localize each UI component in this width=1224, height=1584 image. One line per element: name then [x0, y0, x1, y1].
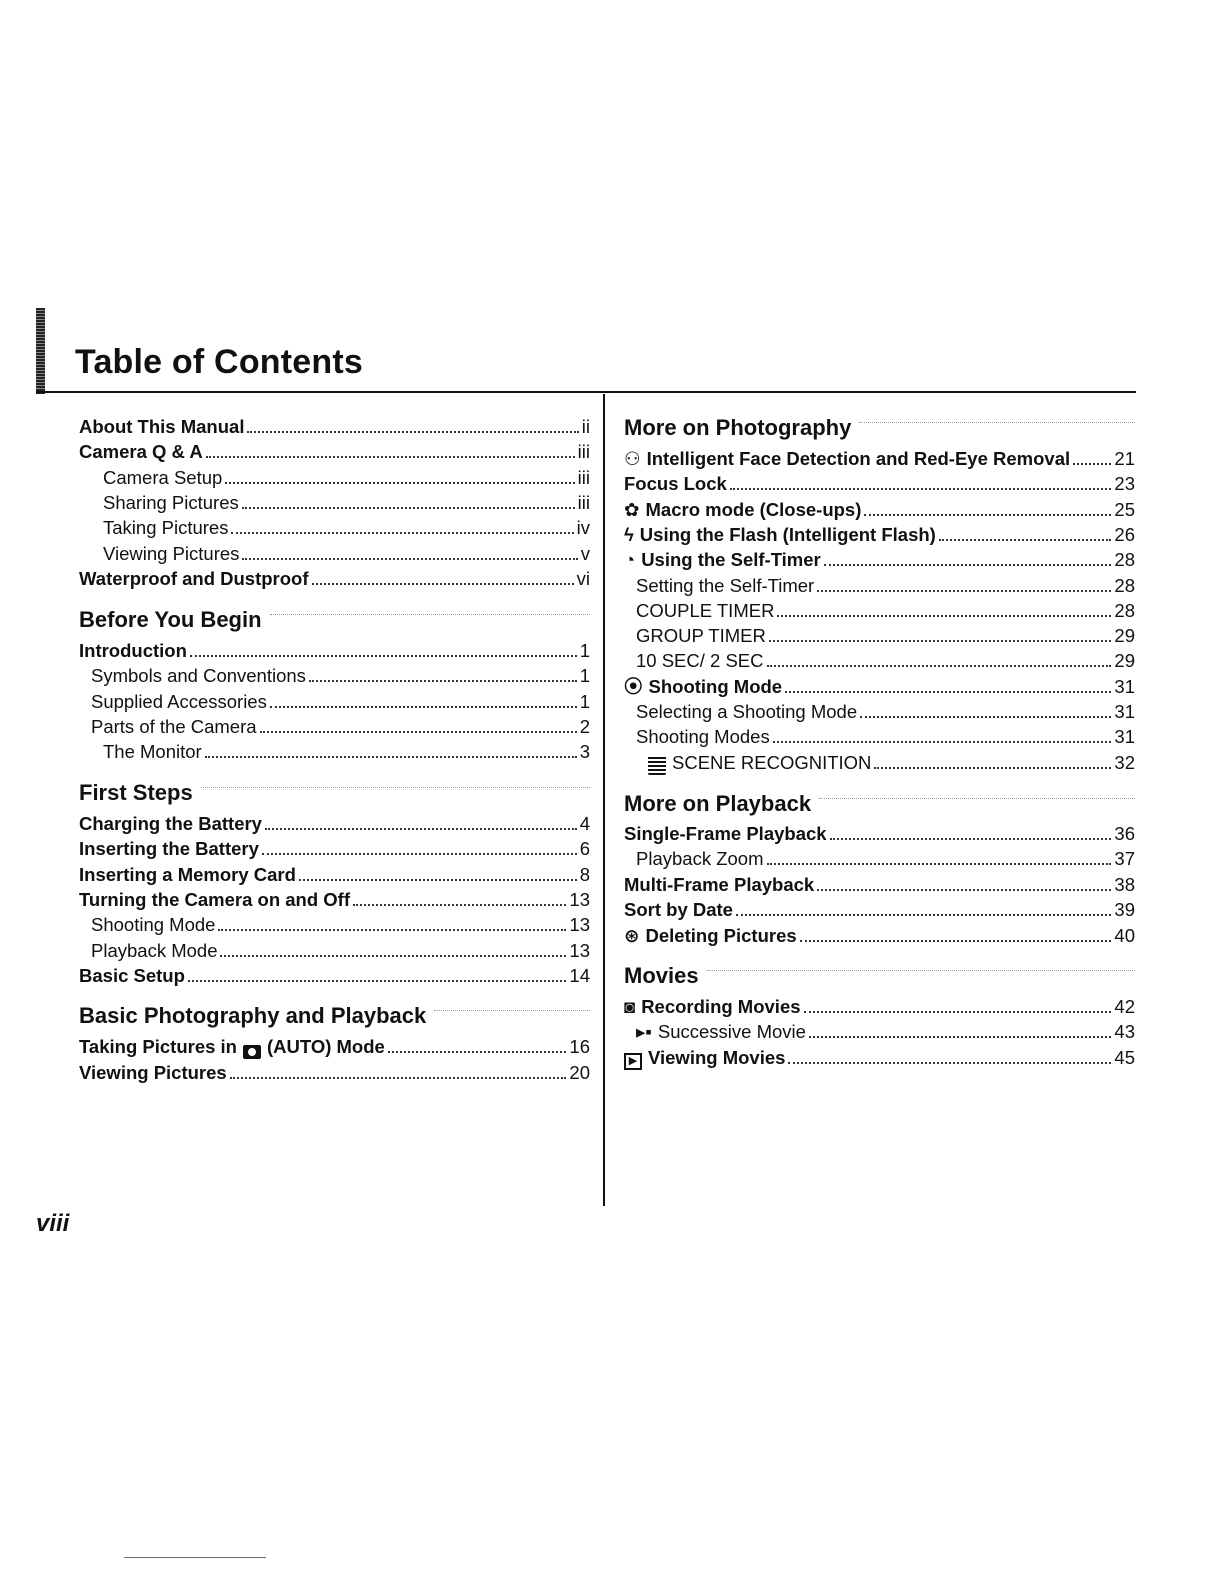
section-heading: Movies — [624, 963, 699, 988]
page-title: Table of Contents — [75, 343, 363, 381]
dot-leader — [218, 929, 566, 931]
self-timer-icon: ◔ — [624, 549, 636, 570]
successive-movie-icon: ▸▪ — [636, 1021, 652, 1042]
page-number: 31 — [1114, 726, 1135, 747]
camera-icon — [243, 1045, 261, 1059]
toc-entry-scene-recognition[interactable] — [624, 750, 1135, 775]
toc-entry-inserting-memory-card[interactable] — [79, 862, 590, 887]
page-number: 20 — [569, 1062, 590, 1083]
toc-entry-inserting-battery[interactable] — [79, 836, 590, 861]
toc-entry-camera-setup[interactable] — [79, 465, 590, 490]
entry-label: Playback Mode — [91, 940, 218, 961]
page-number: 1 — [579, 640, 590, 661]
title-accent-bar — [36, 308, 45, 394]
entry-label: Inserting a Memory Card — [79, 864, 296, 885]
dot-leader — [777, 615, 1111, 617]
page-number: 40 — [1114, 925, 1135, 946]
page-number: 25 — [1114, 499, 1135, 520]
flash-icon: ϟ — [624, 524, 634, 545]
dot-leader — [773, 741, 1112, 743]
dot-leader — [1073, 463, 1111, 465]
face-detection-icon: ⚇ — [624, 448, 641, 469]
dot-leader — [231, 532, 573, 534]
dot-leader — [817, 889, 1111, 891]
toc-entry-using-flash[interactable] — [624, 522, 1135, 547]
page-number: 42 — [1114, 996, 1135, 1017]
entry-label: Symbols and Conventions — [91, 665, 306, 686]
section-heading: First Steps — [79, 780, 193, 805]
entry-label: Successive Movie — [657, 1021, 806, 1042]
toc-entry-sharing-pictures[interactable] — [79, 490, 590, 515]
dot-leader — [800, 940, 1112, 942]
entry-label: Single-Frame Playback — [624, 823, 827, 844]
entry-label: Playback Zoom — [636, 848, 764, 869]
toc-entry-waterproof[interactable] — [79, 566, 590, 591]
page-number: 28 — [1114, 549, 1135, 570]
heading-dots — [859, 422, 1135, 423]
entry-label: Deleting Pictures — [645, 925, 797, 946]
entry-label: Macro mode (Close-ups) — [645, 499, 862, 520]
section-basic-photography — [79, 1000, 590, 1032]
page-number: vi — [576, 568, 590, 589]
page-number: ii — [581, 416, 590, 437]
toc-entry-about-this-manual[interactable] — [79, 414, 590, 439]
dot-leader — [242, 507, 575, 509]
dot-leader — [830, 838, 1112, 840]
dot-leader — [299, 879, 577, 881]
page-number: 28 — [1114, 600, 1135, 621]
page-number: 1 — [579, 665, 590, 686]
toc-entry-playback-zoom[interactable] — [624, 846, 1135, 871]
entry-label: Camera Q & A — [79, 441, 203, 462]
page-number: 26 — [1114, 524, 1135, 545]
entry-label-suffix: (AUTO) Mode — [266, 1036, 385, 1057]
section-heading: More on Photography — [624, 415, 852, 440]
page-folio: viii — [36, 1210, 70, 1237]
entry-label: GROUP TIMER — [636, 625, 766, 646]
entry-label: Viewing Pictures — [103, 543, 240, 564]
entry-label: COUPLE TIMER — [636, 600, 775, 621]
entry-label: Inserting the Battery — [79, 838, 259, 859]
dot-leader — [730, 488, 1112, 490]
toc-entry-single-frame-playback[interactable] — [624, 821, 1135, 846]
movie-camera-icon: ◙ — [624, 996, 636, 1017]
dot-leader — [864, 514, 1111, 516]
page-number: 31 — [1114, 676, 1135, 697]
toc-entry-supplied-accessories[interactable] — [79, 689, 590, 714]
entry-label: Recording Movies — [641, 996, 801, 1017]
toc-entry-deleting-pictures[interactable] — [624, 923, 1135, 948]
toc-entry-camera-qa[interactable] — [79, 439, 590, 464]
page-number: 28 — [1114, 575, 1135, 596]
entry-label: Introduction — [79, 640, 187, 661]
page-number: 45 — [1114, 1047, 1135, 1068]
section-heading: Basic Photography and Playback — [79, 1003, 427, 1028]
page-number: 16 — [569, 1036, 590, 1057]
page-number: 29 — [1114, 650, 1135, 671]
entry-label: Intelligent Face Detection and Red-Eye Removal — [646, 448, 1071, 469]
page-number: 1 — [579, 691, 590, 712]
shooting-mode-dial-icon: ⦿ — [624, 676, 643, 697]
section-more-on-photography — [624, 412, 1135, 444]
dot-leader — [260, 731, 577, 733]
trash-icon: ⊛ — [624, 925, 640, 946]
toc-entry-symbols[interactable] — [79, 663, 590, 688]
toc-entry-introduction[interactable] — [79, 638, 590, 663]
toc-entry-viewing-pictures-basic[interactable] — [79, 1060, 590, 1085]
toc-entry-viewing-pictures[interactable] — [79, 541, 590, 566]
toc-entry-multi-frame-playback[interactable] — [624, 872, 1135, 897]
page-number: 13 — [569, 914, 590, 935]
toc-entry-self-timer[interactable] — [624, 547, 1135, 572]
dot-leader — [230, 1077, 567, 1079]
heading-dots — [707, 970, 1135, 971]
entry-label: Shooting Modes — [636, 726, 770, 747]
dot-leader — [769, 640, 1112, 642]
entry-label: Taking Pictures — [103, 517, 229, 538]
dot-leader — [785, 691, 1111, 693]
dot-leader — [312, 583, 574, 585]
entry-label: About This Manual — [79, 416, 245, 437]
page-number: 13 — [569, 940, 590, 961]
play-icon: ▶ — [624, 1053, 642, 1070]
page-number: 23 — [1114, 473, 1135, 494]
page-number: 2 — [579, 716, 590, 737]
toc-entry-viewing-movies[interactable] — [624, 1045, 1135, 1070]
entry-label: Shooting Mode — [91, 914, 216, 935]
page-number: 31 — [1114, 701, 1135, 722]
toc-entry-taking-pictures[interactable] — [79, 515, 590, 540]
entry-label: Focus Lock — [624, 473, 727, 494]
dot-leader — [225, 482, 574, 484]
toc-entry-sort-by-date[interactable] — [624, 897, 1135, 922]
entry-label: Using the Self-Timer — [641, 549, 821, 570]
toc-entry-shooting-modes[interactable] — [624, 724, 1135, 749]
entry-label: Turning the Camera on and Off — [79, 889, 350, 910]
toc-entry-shooting-mode[interactable] — [79, 912, 590, 937]
toc-entry-charging-battery[interactable] — [79, 811, 590, 836]
entry-label: Shooting Mode — [648, 676, 783, 697]
dot-leader — [265, 828, 577, 830]
dot-leader — [736, 914, 1111, 916]
entry-label: Basic Setup — [79, 965, 185, 986]
heading-dots — [270, 614, 590, 615]
toc-entry-setting-self-timer[interactable] — [624, 573, 1135, 598]
dot-leader — [809, 1036, 1112, 1038]
dot-leader — [767, 665, 1112, 667]
entry-label: Sort by Date — [624, 899, 733, 920]
dot-leader — [190, 655, 577, 657]
toc-entry-the-monitor[interactable] — [79, 739, 590, 764]
toc-entry-playback-mode[interactable] — [79, 938, 590, 963]
dot-leader — [804, 1011, 1112, 1013]
entry-label: Viewing Pictures — [79, 1062, 227, 1083]
page-number: 13 — [569, 889, 590, 910]
page-number: 39 — [1114, 899, 1135, 920]
toc-entry-parts-of-camera[interactable] — [79, 714, 590, 739]
dot-leader — [767, 863, 1112, 865]
toc-entry-focus-lock[interactable] — [624, 471, 1135, 496]
heading-dots — [201, 787, 590, 788]
section-heading: Before You Begin — [79, 607, 262, 632]
page-number: 32 — [1114, 752, 1135, 773]
toc-entry-successive-movie[interactable] — [624, 1019, 1135, 1044]
entry-label: Selecting a Shooting Mode — [636, 701, 858, 722]
dot-leader — [220, 955, 566, 957]
entry-label: Sharing Pictures — [103, 492, 239, 513]
toc-entry-macro-mode[interactable] — [624, 497, 1135, 522]
entry-label: Supplied Accessories — [91, 691, 267, 712]
dot-leader — [309, 680, 577, 682]
heading-dots — [819, 798, 1135, 799]
macro-flower-icon: ✿ — [624, 499, 640, 520]
page-number: iii — [577, 492, 590, 513]
page-number: 6 — [579, 838, 590, 859]
section-movies — [624, 960, 1135, 992]
entry-label: Multi-Frame Playback — [624, 874, 815, 895]
dot-leader — [788, 1062, 1111, 1064]
entry-label: Using the Flash (Intelligent Flash) — [639, 524, 936, 545]
toc-entry-10sec-2sec[interactable] — [624, 648, 1135, 673]
page-number: iv — [576, 517, 590, 538]
toc-entry-selecting-shooting-mode[interactable] — [624, 699, 1135, 724]
page-number: iii — [577, 467, 590, 488]
entry-label: The Monitor — [103, 741, 202, 762]
entry-label: 10 SEC/ 2 SEC — [636, 650, 764, 671]
column-divider — [603, 394, 605, 1206]
toc-entry-taking-pictures-auto[interactable] — [79, 1034, 590, 1059]
section-first-steps — [79, 777, 590, 809]
title-rule — [36, 391, 1136, 393]
page-number: 8 — [579, 864, 590, 885]
section-before-you-begin — [79, 604, 590, 636]
dot-leader — [205, 756, 577, 758]
dot-leader — [206, 456, 575, 458]
toc-entry-group-timer[interactable] — [624, 623, 1135, 648]
entry-label: Camera Setup — [103, 467, 223, 488]
dot-leader — [247, 431, 578, 433]
dot-leader — [188, 980, 567, 982]
heading-dots — [434, 1010, 590, 1011]
page-number: 43 — [1114, 1021, 1135, 1042]
page-number: 37 — [1114, 848, 1135, 869]
dot-leader — [824, 564, 1112, 566]
entry-label: SCENE RECOGNITION — [672, 752, 872, 773]
toc-entry-basic-setup[interactable] — [79, 963, 590, 988]
dot-leader — [353, 904, 566, 906]
toc-entry-couple-timer[interactable] — [624, 598, 1135, 623]
page-number: 21 — [1114, 448, 1135, 469]
entry-label: Viewing Movies — [648, 1047, 786, 1068]
section-heading: More on Playback — [624, 791, 812, 816]
dot-leader — [242, 558, 577, 560]
scene-recognition-icon — [648, 755, 666, 775]
dot-leader — [817, 590, 1111, 592]
dot-leader — [874, 767, 1111, 769]
toc-entry-shooting-mode-adv[interactable] — [624, 674, 1135, 699]
toc-entry-recording-movies[interactable] — [624, 994, 1135, 1019]
toc-entry-turning-camera-on-off[interactable] — [79, 887, 590, 912]
page-number: 38 — [1114, 874, 1135, 895]
bottom-link-underline — [124, 1557, 266, 1558]
entry-label: Taking Pictures in — [79, 1036, 237, 1057]
dot-leader — [388, 1051, 567, 1053]
page-number: 14 — [569, 965, 590, 986]
page-number: 3 — [579, 741, 590, 762]
dot-leader — [860, 716, 1111, 718]
page-number: 29 — [1114, 625, 1135, 646]
section-more-on-playback — [624, 788, 1135, 820]
page-number: v — [580, 543, 590, 564]
page-number: 36 — [1114, 823, 1135, 844]
page-number: iii — [577, 441, 590, 462]
dot-leader — [270, 706, 577, 708]
entry-label: Setting the Self-Timer — [636, 575, 815, 596]
toc-entry-face-detection[interactable] — [624, 446, 1135, 471]
entry-label: Charging the Battery — [79, 813, 262, 834]
entry-label: Waterproof and Dustproof — [79, 568, 309, 589]
dot-leader — [262, 853, 577, 855]
dot-leader — [939, 539, 1112, 541]
entry-label: Parts of the Camera — [91, 716, 257, 737]
page-number: 4 — [579, 813, 590, 834]
